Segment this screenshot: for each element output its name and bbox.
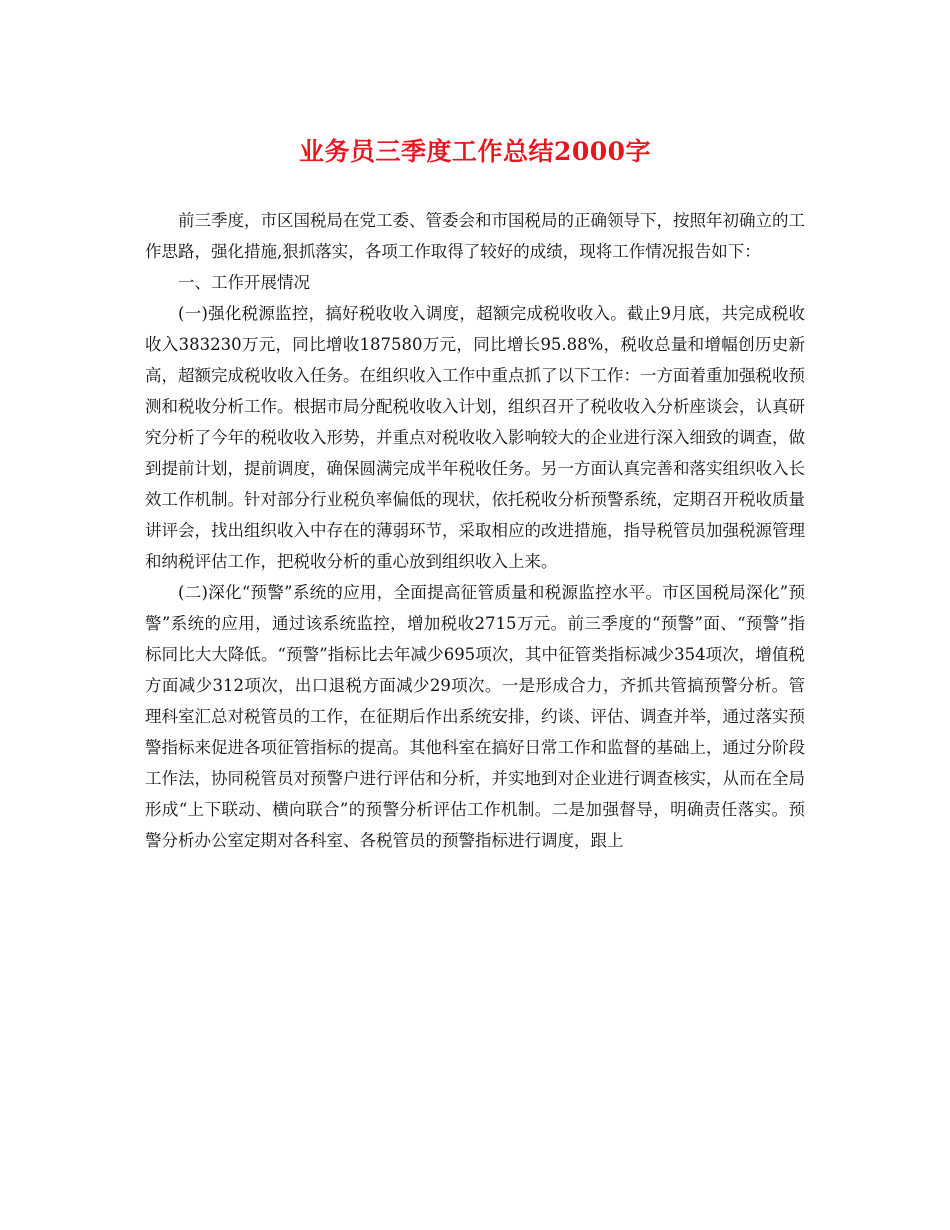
- document-title: 业务员三季度工作总结2000字: [298, 137, 652, 166]
- paragraph-intro: 前三季度，市区国税局在党工委、管委会和市国税局的正确领导下，按照年初确立的工作思路，强化措施,狠抓落实，各项工作取得了较好的成绩，现将工作情况报告如下：: [145, 211, 805, 261]
- paragraph-warning-system: (二)深化“预警”系统的应用，全面提高征管质量和税源监控水平。市区国税局深化”预警”系统的应用，通过该系统监控，增加税收2715万元。前三季度的“预警”面、“预警”指标同比大大降低。“预警”指标比去年减少695项次，其中征管类指标减少354项次，增值税方面减少312项次，出口退税方面减少29项次。一是形成合力，齐抓共管搞预警分析。管理科室汇总对税管员的工作，在征期后作出系统安排，约谈、评估、调查并举，通过落实预警指标来促进各项征管指标的提高。其他科室在搞好日常工作和监督的基础上，通过分阶段工作法，协同税管员对预警户进行评估和分析，并实地到对企业进行调查核实，从而在全局形成“上下联动、横向联合”的预警分析评估工作机制。二是加强督导，明确责任落实。预警分析办公室定期对各科室、各税管员的预警指标进行调度，跟上: [145, 583, 805, 850]
- document-body: [145, 205, 805, 856]
- paragraph-tax-monitoring: (一)强化税源监控，搞好税收收入调度，超额完成税收收入。截止9月底，共完成税收收入383230万元，同比增收187580万元，同比增长95.88%，税收总量和增幅创历史新高，超额完成税收收入任务。在组织收入工作中重点抓了以下工作：一方面着重加强税收预测和税收分析工作。根据市局分配税收收入计划，组织召开了税收收入分析座谈会，认真研究分析了今年的税收收入形势，并重点对税收收入影响较大的企业进行深入细致的调查，做到提前计划，提前调度，确保圆满完成半年税收任务。另一方面认真完善和落实组织收入长效工作机制。针对部分行业税负率偏低的现状，依托税收分析预警系统，定期召开税收质量讲评会，找出组织收入中存在的薄弱环节，采取相应的改进措施，指导税管员加强税源管理和纳税评估工作，把税收分析的重心放到组织收入上来。: [145, 304, 805, 571]
- paragraph-section-heading: 一、工作开展情况: [178, 273, 310, 292]
